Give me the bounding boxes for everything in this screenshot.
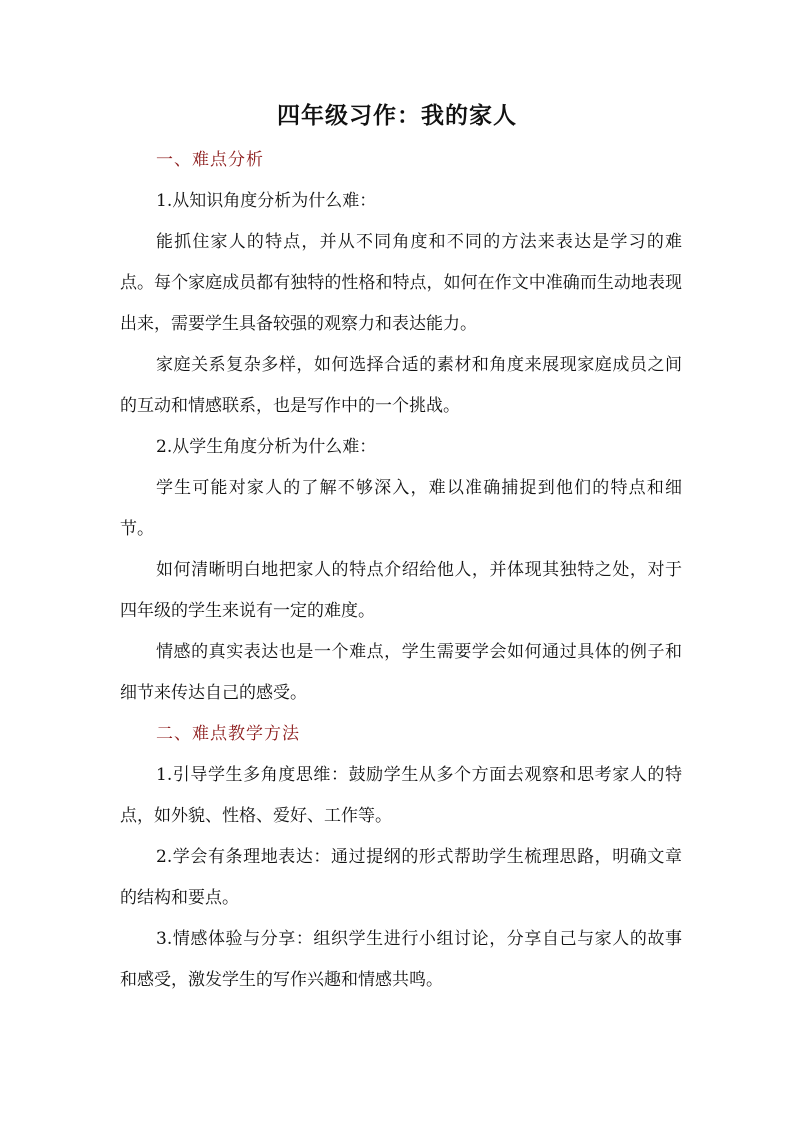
paragraph: 学生可能对家人的了解不够深入，难以准确捕捉到他们的特点和细节。: [120, 478, 682, 539]
subheading-knowledge-perspective: 1.从知识角度分析为什么难：: [156, 191, 377, 211]
paragraph: 能抓住家人的特点，并从不同角度和不同的方法来表达是学习的难点。每个家庭成员都有独特的性格和特点，如何在作文中准确而生动地表现出来，需要学生具备较强的观察力和表达能力。: [120, 232, 682, 334]
subheading-student-perspective: 2.从学生角度分析为什么难：: [156, 437, 377, 457]
document-body: [120, 140, 682, 1001]
paragraph: 家庭关系复杂多样，如何选择合适的素材和角度来展现家庭成员之间的互动和情感联系，也是写作中的一个挑战。: [120, 355, 682, 416]
method-item: 2.学会有条理地表达：通过提纲的形式帮助学生梳理思路，明确文章的结构和要点。: [120, 847, 682, 908]
document-title: 四年级习作：我的家人: [277, 102, 517, 129]
method-item: 3.情感体验与分享：组织学生进行小组讨论，分享自己与家人的故事和感受，激发学生的写作兴趣和情感共鸣。: [120, 929, 682, 990]
paragraph: 如何清晰明白地把家人的特点介绍给他人，并体现其独特之处，对于四年级的学生来说有一定的难度。: [120, 560, 682, 621]
section-heading-teaching-methods: 二、难点教学方法: [156, 724, 300, 744]
paragraph: 情感的真实表达也是一个难点，学生需要学会如何通过具体的例子和细节来传达自己的感受。: [120, 642, 682, 703]
method-item: 1.引导学生多角度思维：鼓励学生从多个方面去观察和思考家人的特点，如外貌、性格、爱好、工作等。: [120, 765, 682, 826]
section-heading-difficulty-analysis: 一、难点分析: [156, 150, 264, 170]
